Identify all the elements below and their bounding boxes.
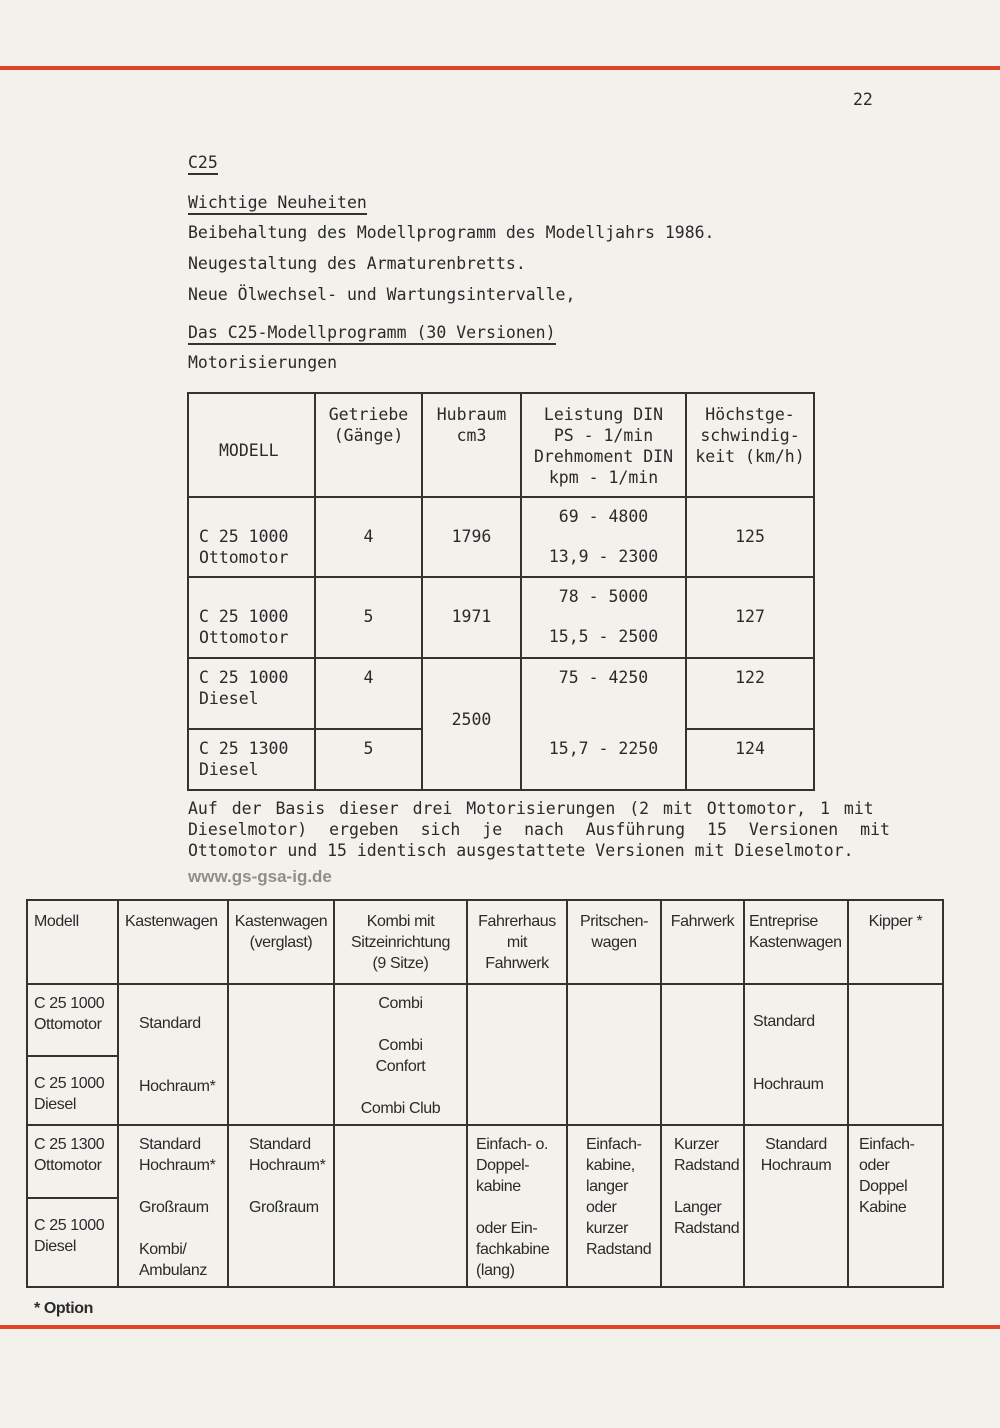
cell-model: C 25 1000 Ottomotor [188, 577, 315, 658]
header-displacement: Hubraum cm3 [422, 393, 521, 497]
engines-heading: Motorisierungen [188, 353, 338, 372]
paragraph-line: Dieselmotor) ergeben sich je nach Ausführung 15 Versionen mit [188, 820, 890, 839]
cell-fahrwerk [661, 984, 744, 1125]
paragraph-line: Auf der Basis dieser drei Motorisierungen (2 mit Ottomotor, 1 mit [188, 799, 874, 818]
cell-fahrwerk: Kurzer Radstand Langer Radstand [661, 1125, 744, 1287]
cell-model: C 25 1000 Diesel [188, 658, 315, 729]
cell-pritschen: Einfach- kabine, langer oder kurzer Radstand [567, 1125, 661, 1287]
cell-power: 69 - 4800 13,9 - 2300 [521, 497, 686, 577]
engine-table [187, 392, 815, 791]
cell-model: C 25 1300 Diesel [188, 729, 315, 790]
cell-pritschen [567, 984, 661, 1125]
cell-gears: 4 [315, 497, 422, 577]
version-row [27, 984, 943, 1056]
cell-kipper: Einfach- oder Doppel Kabine [848, 1125, 943, 1287]
cell-gears: 4 [315, 658, 422, 729]
version-table-header [27, 900, 943, 984]
cell-kastenwagen: Standard Hochraum* Großraum Kombi/ Ambulanz [118, 1125, 228, 1287]
cell-gears: 5 [315, 729, 422, 790]
cell-speed: 127 [686, 577, 814, 658]
section-title [188, 152, 218, 173]
engine-row [188, 658, 814, 729]
version-table [26, 899, 944, 1288]
page-number: 22 [853, 90, 873, 109]
cell-fahrerhaus [467, 984, 567, 1125]
header-pritschenwagen: Pritschen- wagen [567, 900, 661, 984]
header-gears: Getriebe (Gänge) [315, 393, 422, 497]
footnote: * Option [34, 1300, 94, 1317]
cell-entreprise: Standard Hochraum [744, 1125, 848, 1287]
cell-entreprise: Standard Hochraum [744, 984, 848, 1125]
top-rule [0, 66, 1000, 70]
cell-power: 75 - 4250 15,7 - 2250 [521, 658, 686, 790]
section-title-text: C25 [188, 153, 218, 175]
cell-model: C 25 1000 Ottomotor [27, 984, 118, 1056]
cell-power: 78 - 5000 15,5 - 2500 [521, 577, 686, 658]
cell-gears: 5 [315, 577, 422, 658]
header-kastenwagen-verglast: Kastenwagen (verglast) [228, 900, 334, 984]
watermark: www.gs-gsa-ig.de [188, 867, 332, 886]
header-modell: Modell [27, 900, 118, 984]
paragraph-line: Ottomotor und 15 identisch ausgestattete Versionen mit Dieselmotor. [188, 841, 854, 860]
engine-row [188, 497, 814, 577]
cell-speed: 125 [686, 497, 814, 577]
header-power: Leistung DIN PS - 1/min Drehmoment DIN kpm - 1/min [521, 393, 686, 497]
cell-kastenwagen: Standard Hochraum* [118, 984, 228, 1125]
news-item: Neugestaltung des Armaturenbretts. [188, 254, 526, 273]
cell-fahrerhaus: Einfach- o. Doppel- kabine oder Ein- fachkabine (lang) [467, 1125, 567, 1287]
header-fahrwerk: Fahrwerk [661, 900, 744, 984]
header-entreprise: Entreprise Kastenwagen [744, 900, 848, 984]
program-heading [188, 322, 556, 343]
news-item: Beibehaltung des Modellprogramm des Modelljahrs 1986. [188, 223, 715, 242]
bottom-rule [0, 1325, 1000, 1329]
cell-speed: 122 [686, 658, 814, 729]
engine-row [188, 577, 814, 658]
header-speed: Höchstge- schwindig- keit (km/h) [686, 393, 814, 497]
cell-model: C 25 1000 Diesel [27, 1198, 118, 1287]
program-heading-text: Das C25-Modellprogramm (30 Versionen) [188, 323, 556, 345]
engine-table-header [188, 393, 814, 497]
cell-model: C 25 1000 Diesel [27, 1056, 118, 1125]
header-kombi: Kombi mit Sitzeinrichtung (9 Sitze) [334, 900, 467, 984]
header-kipper: Kipper * [848, 900, 943, 984]
cell-displacement: 2500 [422, 658, 521, 790]
cell-verglast: Standard Hochraum* Großraum [228, 1125, 334, 1287]
news-heading-text: Wichtige Neuheiten [188, 193, 367, 215]
cell-displacement: 1971 [422, 577, 521, 658]
cell-model: C 25 1000 Ottomotor [188, 497, 315, 577]
cell-verglast [228, 984, 334, 1125]
cell-kombi [334, 1125, 467, 1287]
cell-speed: 124 [686, 729, 814, 790]
news-heading [188, 192, 367, 213]
cell-kombi: Combi Combi Confort Combi Club [334, 984, 467, 1125]
cell-displacement: 1796 [422, 497, 521, 577]
version-row [27, 1125, 943, 1198]
header-model: MODELL [188, 393, 315, 497]
header-fahrerhaus: Fahrerhaus mit Fahrwerk [467, 900, 567, 984]
cell-kipper [848, 984, 943, 1125]
cell-model: C 25 1300 Ottomotor [27, 1125, 118, 1198]
header-kastenwagen: Kastenwagen [118, 900, 228, 984]
news-item: Neue Ölwechsel- und Wartungsintervalle, [188, 285, 576, 304]
